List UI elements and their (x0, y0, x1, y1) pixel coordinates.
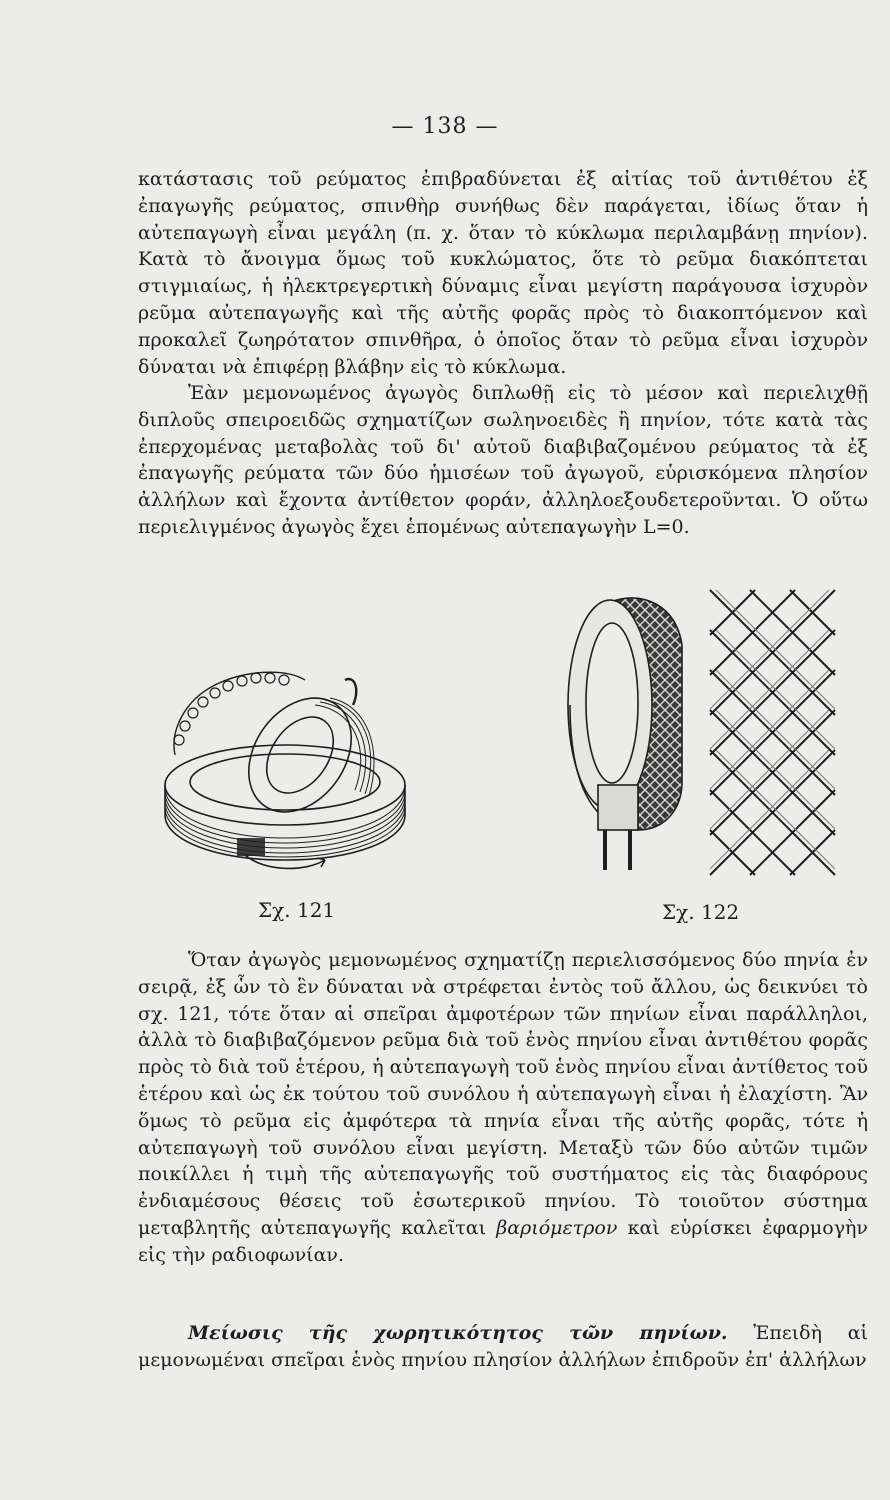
fig121-axle-base (237, 838, 265, 856)
fig122-winding-lattice (710, 590, 835, 875)
fig121-outer-ring-side (165, 785, 405, 860)
fig122-coil (568, 598, 682, 870)
page-number: — 138 — (391, 114, 499, 139)
section-heading-capacity-reduction: Μείωσις τῆς χωρητικότητος τῶν πηνίων. (188, 1322, 728, 1344)
fig121-outer-ring-inner (190, 754, 380, 810)
fig121-shaft (345, 679, 356, 705)
paragraph-4-text: Ἐπειδὴ αἱ μεμονωμέναι σπεῖραι ἑνὸς πηνίου πλησίον ἀλλήλων ἐπιδροῦν ἐπ' ἀλλήλων (138, 1322, 868, 1371)
paragraph-3 (138, 947, 868, 1269)
figure-122-caption: Σχ. 122 (662, 900, 740, 924)
fig122-coil-hole (586, 623, 638, 783)
paragraph-1: κατάστασις τοῦ ρεύματος ἐπιβραδύνεται ἐξ αἰτίας τοῦ ἀντιθέτου ἐξ ἐπαγωγῆς ρεύματος, σπινθὴρ συνήθως δὲν παράγεται, ἰδίως ὅταν ἡ αὐτεπαγωγὴ εἶναι μεγάλη (π. χ. ὅταν τὸ κύκλωμα περιλαμβάνῃ πηνίον). Κατὰ τὸ ἄνοιγμα ὅμως τοῦ κυκλώματος, ὅτε τὸ ρεῦμα διακόπτεται στιγμιαίως, ἡ ἠλεκτρεγερτικὴ δύναμις εἶναι μεγίστη παράγουσα ἰσχυρὸν ρεῦμα αὐτεπαγωγῆς καὶ τῆς αὐτῆς φορᾶς πρὸς τὸ διακοπτόμενον καὶ προκαλεῖ ζωηρότατον σπινθῆρα, ὁ ὁποῖος ὅταν τὸ ρεῦμα εἶναι ἰσχυρὸν δύναται νὰ ἐπιφέρῃ βλάβην εἰς τὸ κύκλωμα. (138, 168, 868, 378)
paragraph-3-text-after: καὶ εὑρίσκει ἐφαρμογὴν εἰς τὴν ραδιοφωνίαν. (138, 1216, 868, 1266)
figure-122-basket-coil-drawing (560, 585, 860, 885)
paragraph-2-text: Ἐὰν μεμονωμένος ἀγωγὸς διπλωθῇ εἰς τὸ μέσον καὶ περιελιχθῇ διπλοῦς σπειροειδῶς σχηματίζων σωληνοειδὲς ἢ πηνίον, τότε κατὰ τὰς ἐπερχομένας μεταβολὰς τοῦ δι' αὐτοῦ διαβιβαζομένου ρεύματος τὰ ἐξ ἐπαγωγῆς ρεύματα τῶν δύο ἡμισέων τοῦ ἀγωγοῦ, εὑρισκόμενα πλησίον ἀλλήλων καὶ ἔχοντα ἀντίθετον φοράν, ἀλληλοεξουδετεροῦνται. Ὁ οὕτω περιελιγμένος ἀγωγὸς ἔχει ἑπομένως αὐτεπαγωγὴν L=0. (138, 382, 868, 538)
fig121-lead-loops (174, 673, 289, 745)
paragraph-2 (138, 380, 868, 541)
fig121-outer-ring-top (165, 745, 405, 825)
figure-121-caption: Σχ. 121 (258, 898, 336, 922)
term-variometer: βαριόμετρον (496, 1216, 618, 1239)
paragraph-4 (138, 1320, 868, 1374)
paragraph-3-text-before: Ὅταν ἀγωγὸς μεμονωμένος σχηματίζῃ περιελισσόμενος δύο πηνία ἐν σειρᾷ, ἐξ ὧν τὸ ἓν δύναται νὰ στρέφεται ἐντὸς τοῦ ἄλλου, ὡς δεικνύει τὸ σχ. 121, τότε ὅταν αἱ σπεῖραι ἀμφοτέρων τῶν πηνίων εἶναι παράλληλοι, ἀλλὰ τὸ διαβιβαζόμενον ρεῦμα διὰ τοῦ ἑνὸς πηνίου εἶναι ἀντιθέτου φορᾶς πρὸς τὸ διὰ τοῦ ἑτέρου, ἡ αὐτεπαγωγὴ τοῦ ἑνὸς πηνίου εἶναι ἀντίθετος τοῦ ἑτέρου καὶ ὡς ἐκ τούτου τοῦ συνόλου ἡ αὐτεπαγωγὴ εἶναι ἡ ἐλαχίστη. Ἂν ὅμως τὸ ρεῦμα εἰς ἀμφότερα τὰ πηνία εἶναι τῆς αὐτῆς φορᾶς, τότε ἡ αὐτεπαγωγὴ τοῦ συνόλου εἶναι μεγίστη. Μεταξὺ τῶν δύο αὐτῶν τιμῶν ποικίλλει ἡ τιμὴ τῆς αὐτεπαγωγῆς τοῦ συστήματος εἰς τὰς διαφόρους ἐνδιαμέσους θέσεις τοῦ ἐσωτερικοῦ πηνίου. Τὸ τοιοῦτον σύστημα μεταβλητῆς αὐτεπαγωγῆς καλεῖται (138, 949, 868, 1239)
fig122-coil-base (598, 785, 638, 830)
figure-121-variometer-drawing (155, 660, 410, 875)
